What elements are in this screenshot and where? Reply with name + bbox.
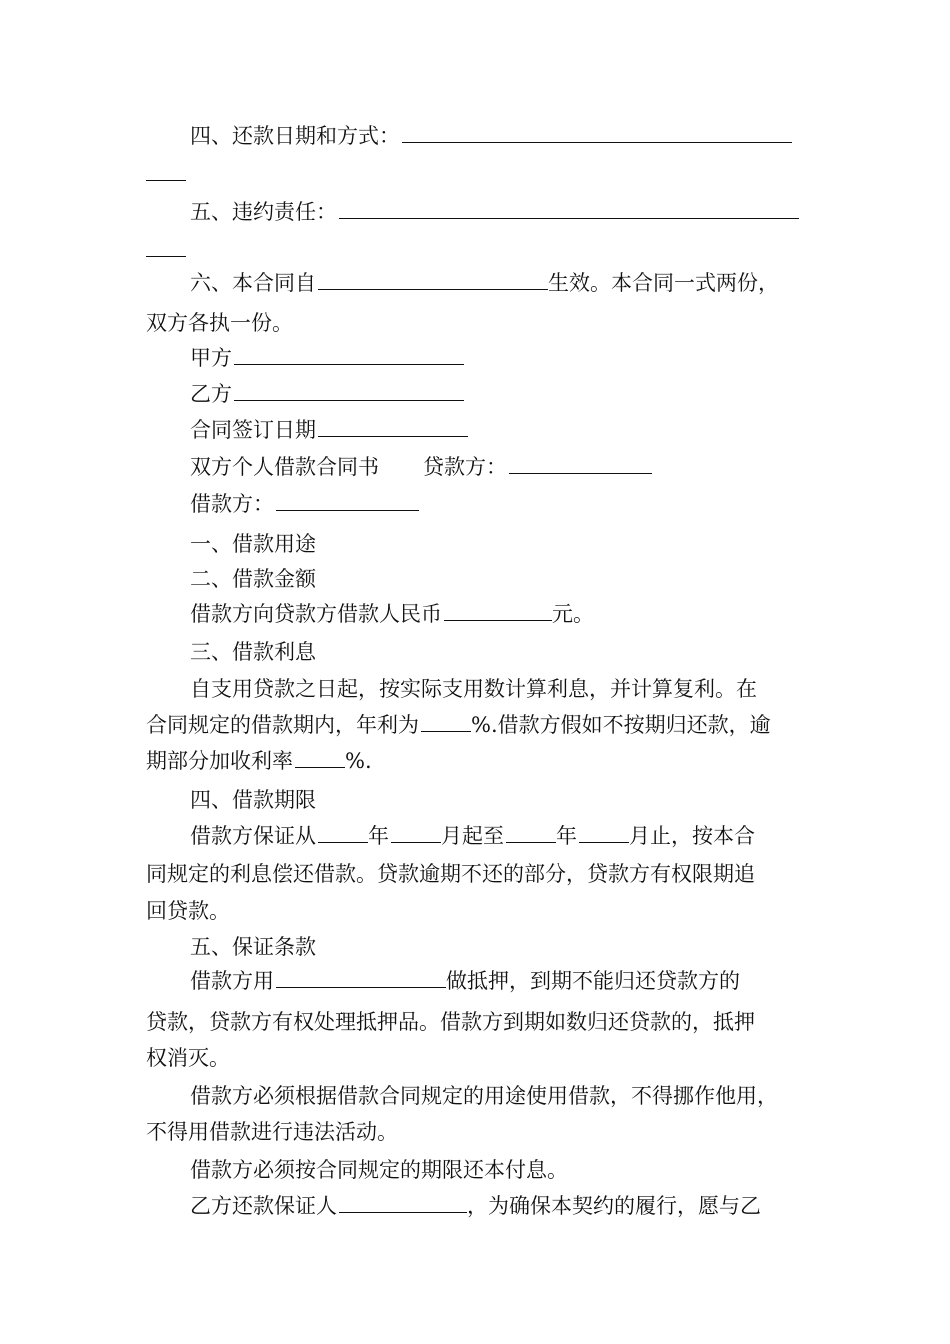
blank-line[interactable] bbox=[579, 823, 629, 843]
blank-line[interactable] bbox=[276, 968, 446, 988]
blank-line[interactable] bbox=[391, 823, 441, 843]
text: 月起至 bbox=[441, 824, 504, 848]
text: 借款方必须根据借款合同规定的用途使用借款，不得挪作他用， bbox=[190, 1084, 778, 1108]
paragraph-line bbox=[146, 1040, 810, 1076]
section-heading bbox=[146, 634, 810, 670]
text: 二、借款金额 bbox=[190, 567, 316, 591]
blank-line[interactable] bbox=[318, 270, 548, 290]
contract-title: 双方个人借款合同书 bbox=[190, 455, 379, 479]
text: %.借款方假如不按期归还款，逾 bbox=[471, 713, 771, 737]
blank-line[interactable] bbox=[318, 417, 468, 437]
text: 年 bbox=[368, 824, 389, 848]
paragraph-line bbox=[146, 1004, 810, 1040]
section-heading bbox=[146, 561, 810, 597]
amount-line bbox=[146, 596, 810, 632]
paragraph-line bbox=[146, 1152, 810, 1188]
term-line bbox=[146, 818, 810, 854]
paragraph-line bbox=[146, 305, 810, 341]
text: ，为确保本契约的履行，愿与乙 bbox=[467, 1194, 761, 1218]
text: 年 bbox=[556, 824, 577, 848]
blank-line[interactable] bbox=[402, 123, 792, 143]
blank-line[interactable] bbox=[339, 199, 799, 219]
blank-line[interactable] bbox=[146, 237, 186, 257]
text: 五、保证条款 bbox=[190, 935, 316, 959]
text: 四、还款日期和方式： bbox=[190, 124, 400, 148]
blank-line[interactable] bbox=[421, 712, 471, 732]
paragraph-line bbox=[146, 893, 810, 929]
text: 五、违约责任： bbox=[190, 200, 337, 224]
text: 合同规定的借款期内，年利为 bbox=[146, 713, 419, 737]
text: %. bbox=[345, 749, 372, 773]
text: 合同签订日期 bbox=[190, 418, 316, 442]
text: 不得用借款进行违法活动。 bbox=[146, 1120, 398, 1144]
text: 六、本合同自 bbox=[190, 271, 316, 295]
text: 做抵押，到期不能归还贷款方的 bbox=[446, 969, 740, 993]
blank-line[interactable] bbox=[339, 1193, 467, 1213]
text: 自支用贷款之日起，按实际支用数计算利息，并计算复利。在 bbox=[190, 677, 757, 701]
text: 借款方： bbox=[190, 492, 274, 516]
text: 甲方 bbox=[190, 346, 232, 370]
collateral-line bbox=[146, 963, 810, 999]
text: 回贷款。 bbox=[146, 899, 230, 923]
text: 三、借款利息 bbox=[190, 640, 316, 664]
guarantor-line bbox=[146, 1188, 810, 1224]
text: 借款方保证从 bbox=[190, 824, 316, 848]
contract-title-line bbox=[146, 449, 810, 485]
text: 元。 bbox=[552, 602, 594, 626]
text: 借款方用 bbox=[190, 969, 274, 993]
blank-line[interactable] bbox=[318, 823, 368, 843]
blank-line[interactable] bbox=[146, 161, 186, 181]
text: 乙方还款保证人 bbox=[190, 1194, 337, 1218]
party-b-line bbox=[146, 376, 810, 412]
blank-line[interactable] bbox=[276, 491, 419, 511]
repayment-date-line-cont bbox=[146, 156, 810, 192]
blank-line[interactable] bbox=[234, 381, 464, 401]
blank-line[interactable] bbox=[444, 601, 552, 621]
paragraph-line bbox=[146, 1078, 810, 1114]
text: 借款方必须按合同规定的期限还本付息。 bbox=[190, 1158, 568, 1182]
party-a-line bbox=[146, 340, 810, 376]
text: 权消灭。 bbox=[146, 1046, 230, 1070]
sign-date-line bbox=[146, 412, 810, 448]
text: 期部分加收利率 bbox=[146, 749, 293, 773]
blank-line[interactable] bbox=[234, 345, 464, 365]
repayment-date-line bbox=[146, 118, 810, 154]
text: 同规定的利息偿还借款。贷款逾期不还的部分，贷款方有权限期追 bbox=[146, 862, 755, 886]
section-heading bbox=[146, 526, 810, 562]
blank-line[interactable] bbox=[509, 454, 652, 474]
effective-line bbox=[146, 265, 810, 301]
section-heading bbox=[146, 782, 810, 818]
borrower-line bbox=[146, 486, 810, 522]
breach-line bbox=[146, 194, 810, 230]
blank-line[interactable] bbox=[506, 823, 556, 843]
text: 四、借款期限 bbox=[190, 788, 316, 812]
text: 乙方 bbox=[190, 382, 232, 406]
text: 贷款方： bbox=[423, 455, 507, 479]
paragraph-line bbox=[146, 856, 810, 892]
text: 生效。本合同一式两份， bbox=[548, 271, 779, 295]
paragraph-line bbox=[146, 1114, 810, 1150]
text: 月止，按本合 bbox=[629, 824, 755, 848]
text: 一、借款用途 bbox=[190, 532, 316, 556]
section-heading bbox=[146, 929, 810, 965]
interest-line bbox=[146, 707, 810, 743]
paragraph-line bbox=[146, 671, 810, 707]
text: 双方各执一份。 bbox=[146, 311, 293, 335]
overdue-rate-line bbox=[146, 743, 810, 779]
text: 贷款，贷款方有权处理抵押品。借款方到期如数归还贷款的，抵押 bbox=[146, 1010, 755, 1034]
breach-line-cont bbox=[146, 232, 810, 268]
text: 借款方向贷款方借款人民币 bbox=[190, 602, 442, 626]
blank-line[interactable] bbox=[295, 748, 345, 768]
